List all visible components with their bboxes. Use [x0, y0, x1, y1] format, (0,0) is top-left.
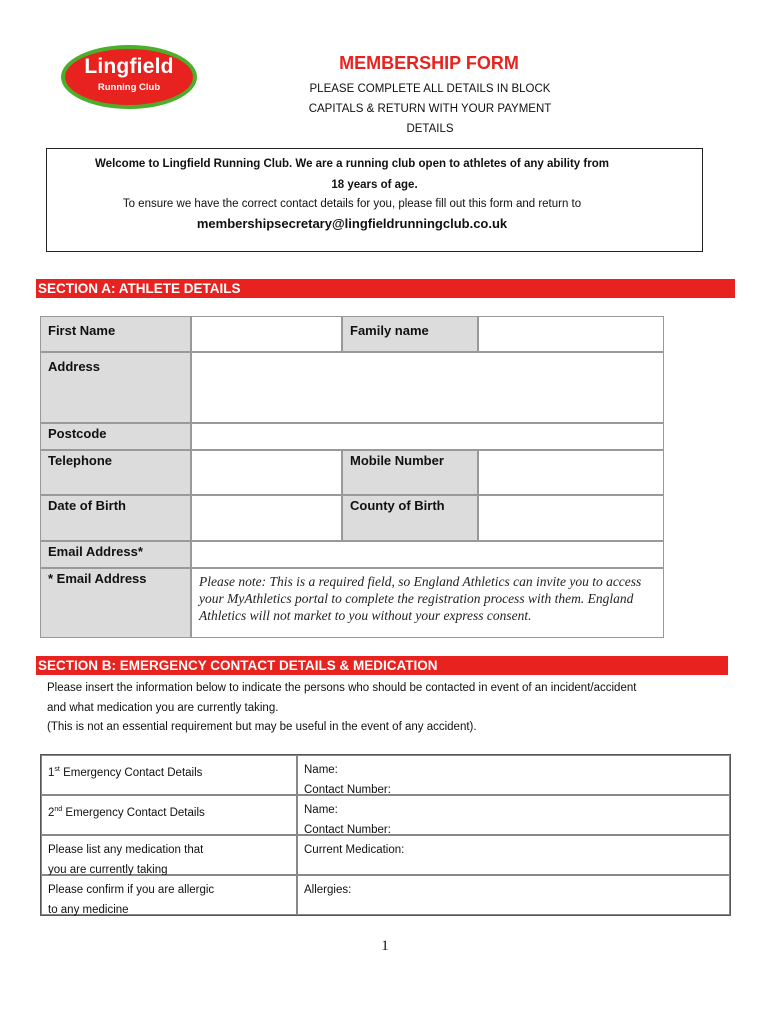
county-label-cell: [342, 495, 478, 541]
contact-2-name-label: Name:: [304, 804, 338, 816]
allergy-label-line-2: to any medicine: [48, 904, 129, 916]
first-name-label-cell: [40, 316, 191, 352]
section-a-heading: SECTION A: ATHLETE DETAILS: [36, 279, 735, 298]
medication-label: [48, 840, 203, 880]
intro-line-3: (This is not an essential requirement but may be useful in the event of any accident).: [47, 721, 477, 733]
contact-1-label: [48, 760, 202, 783]
contact-2-ordinal: nd: [54, 806, 63, 813]
postcode-label: Postcode: [48, 426, 107, 441]
membership-email[interactable]: membershipsecretary@lingfieldrunningclub.co.uk: [196, 216, 508, 231]
medication-label-line-1: Please list any medication that: [48, 844, 204, 856]
email-field[interactable]: [191, 541, 664, 568]
contact-1-ordinal: st: [54, 766, 60, 773]
mobile-field[interactable]: [478, 450, 664, 495]
email-label: Email Address*: [48, 544, 143, 559]
logo-text-main: Lingfield: [84, 55, 174, 78]
contact-1-field[interactable]: [297, 755, 730, 795]
dob-field[interactable]: [191, 495, 342, 541]
telephone-label: Telephone: [48, 453, 113, 468]
allergies-label: Allergies:: [304, 884, 352, 896]
contact-2-label: [48, 800, 205, 823]
welcome-line-1: Welcome to Lingfield Running Club. We are a running club open to athletes of any ability from: [95, 158, 609, 170]
contact-2-number: 2: [48, 806, 55, 819]
postcode-field[interactable]: [191, 423, 664, 450]
email-note-label: * Email Address: [48, 571, 147, 586]
instructions-line-1: PLEASE COMPLETE ALL DETAILS IN BLOCK: [309, 83, 551, 95]
medication-label-cell: [41, 835, 297, 875]
intro-line-1: Please insert the information below to indicate the persons who should be contacted in event of an incident/accident: [47, 682, 637, 694]
instructions-line-2: CAPITALS & RETURN WITH YOUR PAYMENT: [308, 103, 552, 115]
contact-1-number: 1: [48, 766, 55, 779]
dob-label-cell: [40, 495, 191, 541]
mobile-label: Mobile Number: [350, 453, 444, 468]
contact-2-text: Emergency Contact Details: [65, 806, 205, 819]
contact-1-details: [304, 760, 391, 800]
address-label: Address: [48, 359, 101, 374]
address-label-cell: [40, 352, 191, 423]
first-name-label: First Name: [48, 323, 116, 338]
county-field[interactable]: [478, 495, 664, 541]
contact-2-field[interactable]: [297, 795, 730, 835]
medication-field[interactable]: [297, 835, 730, 875]
contact-1-text: Emergency Contact Details: [63, 766, 203, 779]
allergy-label: [48, 880, 214, 920]
contact-2-label-cell: [41, 795, 297, 835]
intro-line-2: and what medication you are currently taking.: [47, 701, 279, 714]
contact-2-details: [304, 800, 391, 840]
family-name-label: Family name: [350, 323, 429, 338]
section-b-intro: [47, 679, 727, 738]
club-logo: [61, 45, 197, 109]
county-label: County of Birth: [350, 498, 445, 513]
instructions-line-3: DETAILS: [406, 123, 454, 135]
dob-label: Date of Birth: [48, 498, 126, 513]
contact-1-number-label: Contact Number:: [304, 784, 391, 796]
logo-text-sub: Running Club: [97, 82, 161, 93]
emergency-contact-table: [40, 754, 731, 916]
family-name-field[interactable]: [478, 316, 664, 352]
email-note-cell: [191, 568, 664, 638]
email-required-note: Please note: This is a required field, so England Athletics can invite you to access your MyAthletics portal to complete the registration process with them. England Athletics will not market to you without your express consent.: [199, 574, 642, 623]
allergy-label-cell: [41, 875, 297, 915]
form-title: MEMBERSHIP FORM: [339, 53, 519, 73]
telephone-label-cell: [40, 450, 191, 495]
section-b-heading: SECTION B: EMERGENCY CONTACT DETAILS & MEDICATION: [36, 656, 728, 675]
first-name-field[interactable]: [191, 316, 342, 352]
email-label-cell: [40, 541, 191, 568]
allergies-field[interactable]: [297, 875, 730, 915]
email-note-label-cell: [40, 568, 191, 638]
telephone-field[interactable]: [191, 450, 342, 495]
welcome-line-2: 18 years of age.: [331, 179, 418, 191]
welcome-line-3: To ensure we have the correct contact details for you, please fill out this form and return to: [122, 198, 582, 210]
contact-1-label-cell: [41, 755, 297, 795]
address-field[interactable]: [191, 352, 664, 423]
page-number: 1: [381, 938, 389, 954]
family-name-label-cell: [342, 316, 478, 352]
contact-1-name-label: Name:: [304, 764, 338, 776]
medication-label-line-2: you are currently taking: [48, 864, 168, 876]
mobile-label-cell: [342, 450, 478, 495]
allergy-label-line-1: Please confirm if you are allergic: [48, 884, 215, 896]
form-instructions: [282, 79, 578, 139]
contact-2-number-label: Contact Number:: [304, 824, 391, 836]
postcode-label-cell: [40, 423, 191, 450]
current-medication-label: Current Medication:: [304, 844, 405, 856]
